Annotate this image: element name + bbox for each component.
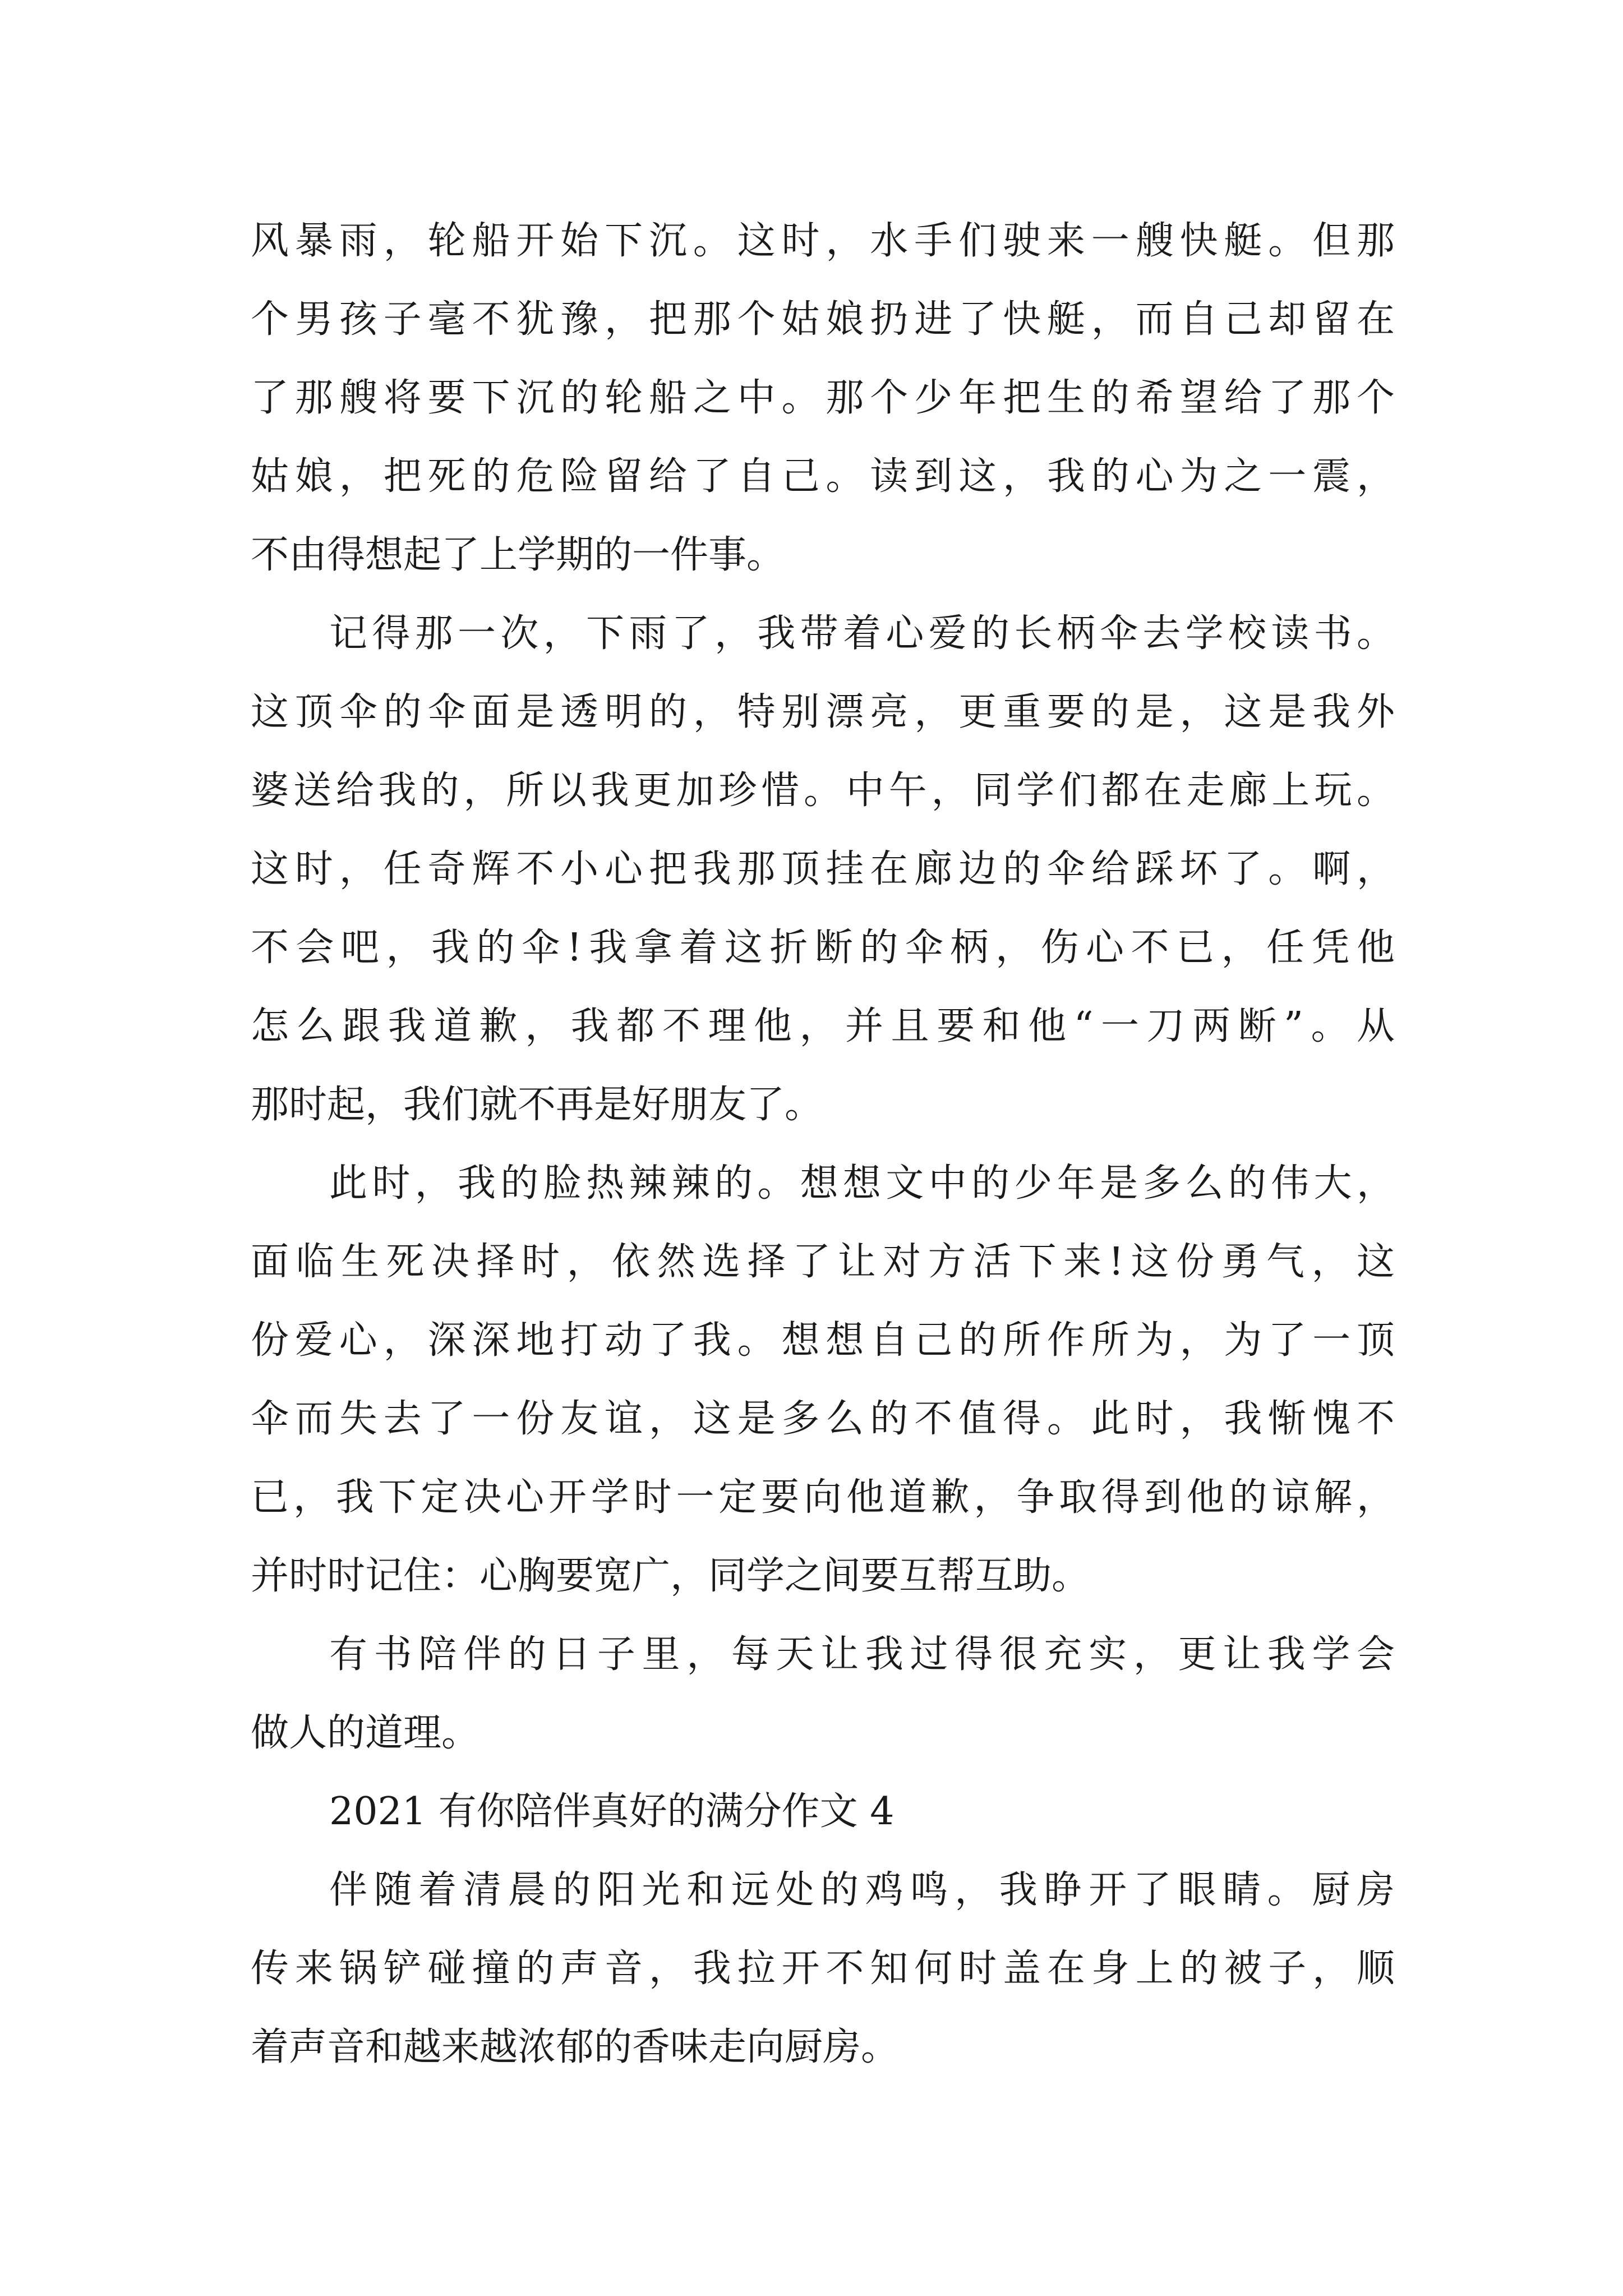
text-line: 传来锅铲碰撞的声音，我拉开不知何时盖在身上的被子，顺 (251, 1947, 1395, 1991)
text-line: 伞而失去了一份友谊，这是多么的不值得。此时，我惭愧不 (251, 1397, 1395, 1441)
text-line: 婆送给我的，所以我更加珍惜。中午，同学们都在走廊上玩。 (251, 769, 1395, 813)
text-line: 记得那一次，下雨了，我带着心爱的长柄伞去学校读书。 (329, 611, 1395, 656)
text-line: 那时起，我们就不再是好朋友了。 (251, 1083, 823, 1127)
text-line: 这时，任奇辉不小心把我那顶挂在廊边的伞给踩坏了。啊， (251, 847, 1395, 891)
paragraph-3 (251, 1144, 1395, 1616)
text-line: 面临生死决择时，依然选择了让对方活下来!这份勇气，这 (251, 1240, 1395, 1284)
text-line: 已，我下定决心开学时一定要向他道歉，争取得到他的谅解， (251, 1475, 1395, 1520)
section-heading-block (251, 1773, 1395, 1851)
paragraph-5 (251, 1851, 1395, 2087)
document-body (251, 202, 1395, 2087)
text-line: 做人的道理。 (251, 1711, 480, 1755)
text-line: 并时时记住：心胸要宽广，同学之间要互帮互助。 (251, 1554, 1090, 1598)
text-line: 怎么跟我道歉，我都不理他，并且要和他“一刀两断”。从 (251, 1004, 1395, 1048)
paragraph-2 (251, 595, 1395, 1144)
text-line: 不会吧，我的伞!我拿着这折断的伞柄，伤心不已，任凭他 (251, 926, 1395, 970)
text-line: 份爱心，深深地打动了我。想想自己的所作所为，为了一顶 (251, 1318, 1395, 1363)
text-line: 个男孩子毫不犹豫，把那个姑娘扔进了快艇，而自己却留在 (251, 297, 1395, 342)
section-heading: 2021 有你陪伴真好的满分作文 4 (329, 1789, 895, 1834)
text-line: 风暴雨，轮船开始下沉。这时，水手们驶来一艘快艇。但那 (251, 219, 1395, 263)
text-line: 此时，我的脸热辣辣的。想想文中的少年是多么的伟大， (329, 1161, 1395, 1205)
paragraph-1 (251, 202, 1395, 595)
text-line: 了那艘将要下沉的轮船之中。那个少年把生的希望给了那个 (251, 376, 1395, 420)
text-line: 有书陪伴的日子里，每天让我过得很充实，更让我学会 (329, 1632, 1395, 1677)
text-line: 着声音和越来越浓郁的香味走向厨房。 (251, 2025, 900, 2069)
text-line: 伴随着清晨的阳光和远处的鸡鸣，我睁开了眼睛。厨房 (329, 1868, 1395, 1912)
text-line: 这顶伞的伞面是透明的，特别漂亮，更重要的是，这是我外 (251, 690, 1395, 734)
text-line: 姑娘，把死的危险留给了自己。读到这，我的心为之一震， (251, 454, 1395, 499)
text-line: 不由得想起了上学期的一件事。 (251, 533, 785, 577)
paragraph-4 (251, 1616, 1395, 1773)
